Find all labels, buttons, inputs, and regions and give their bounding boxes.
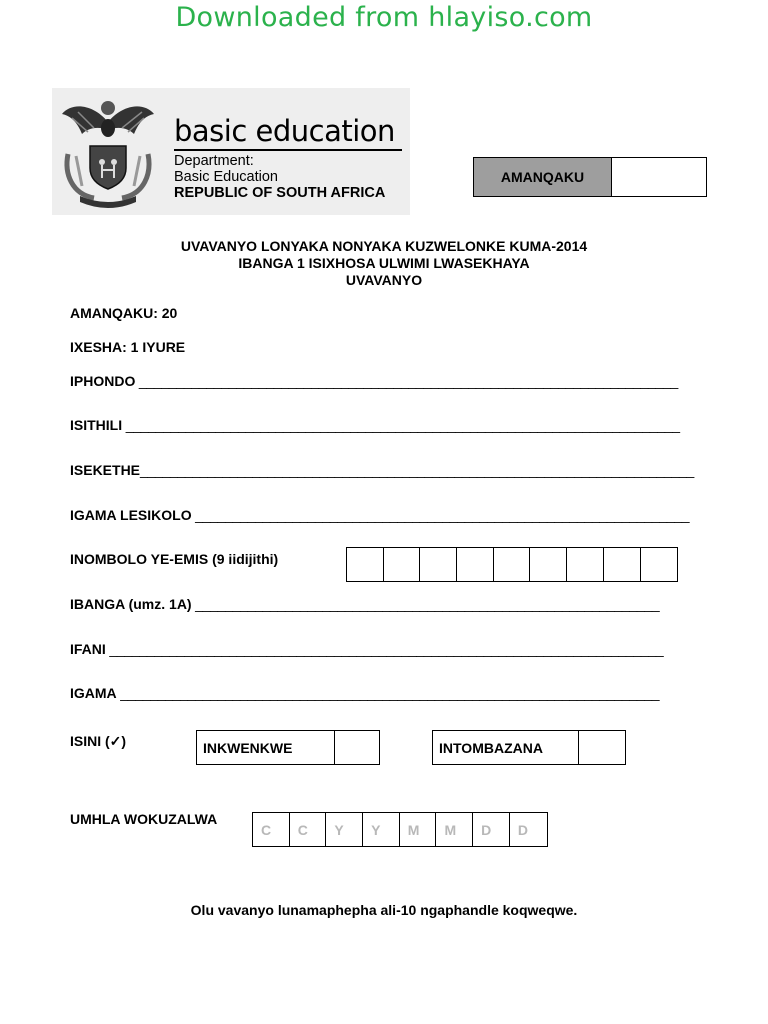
grade-field[interactable]: IBANGA (umz. 1A) ______________________________________________________________ — [70, 596, 660, 612]
exam-subject: IBANGA 1 ISIXHOSA ULWIMI LWASEKHAYA — [238, 255, 530, 271]
gender-girl-option[interactable] — [432, 730, 626, 765]
logo-basic-education: Basic Education — [174, 169, 278, 185]
name-field[interactable]: IGAMA ________________________________________________________________________ — [70, 685, 660, 701]
gender-girl-checkbox[interactable] — [579, 731, 625, 764]
emis-digit-box[interactable] — [641, 548, 678, 581]
gender-boy-option[interactable] — [196, 730, 380, 765]
school-name-field[interactable]: IGAMA LESIKOLO __________________________________________________________________ — [70, 507, 690, 523]
page-count-note: Olu vavanyo lunamaphepha ali-10 ngaphandle koqweqwe. — [190, 902, 578, 918]
time-allowed: IXESHA: 1 IYURE — [70, 339, 186, 355]
school-name-label: IGAMA LESIKOLO — [70, 507, 192, 523]
logo-department: Department: — [174, 153, 254, 169]
watermark-text: Downloaded from hlayiso.com — [175, 2, 593, 33]
exam-type: UVAVANYO — [345, 272, 423, 288]
surname-field[interactable]: IFANI __________________________________________________________________________ — [70, 641, 664, 657]
total-marks: AMANQAKU: 20 — [70, 305, 178, 321]
dob-digit-box[interactable]: C — [290, 813, 327, 846]
name-label: IGAMA — [70, 685, 117, 701]
surname-label: IFANI — [70, 641, 106, 657]
score-box — [473, 157, 707, 197]
emis-digit-box[interactable] — [457, 548, 494, 581]
grade-label: IBANGA (umz. 1A) — [70, 596, 192, 612]
dob-digit-box[interactable]: Y — [326, 813, 363, 846]
gender-boy-checkbox[interactable] — [335, 731, 379, 764]
circuit-field[interactable]: ISEKETHE__________________________________________________________________________ — [70, 462, 694, 478]
emis-digit-box[interactable] — [420, 548, 457, 581]
emis-digit-box[interactable] — [530, 548, 567, 581]
logo-republic: REPUBLIC OF SOUTH AFRICA — [174, 185, 386, 201]
dob-digit-box[interactable]: C — [253, 813, 290, 846]
province-field[interactable]: IPHONDO ________________________________________________________________________ — [70, 373, 678, 389]
gender-label: ISINI (✓) — [70, 733, 127, 749]
district-field[interactable]: ISITHILI __________________________________________________________________________ — [70, 417, 680, 433]
dob-boxes[interactable] — [252, 812, 548, 847]
dob-digit-box[interactable]: Y — [363, 813, 400, 846]
score-box-label: AMANQAKU — [474, 158, 612, 196]
emis-digit-box[interactable] — [494, 548, 531, 581]
dob-digit-box[interactable]: D — [473, 813, 510, 846]
province-label: IPHONDO — [70, 373, 136, 389]
emis-digit-box[interactable] — [384, 548, 421, 581]
logo-rule — [174, 149, 402, 151]
gender-girl-label: INTOMBAZANA — [433, 731, 579, 764]
district-label: ISITHILI — [70, 417, 123, 433]
logo-title: basic education — [174, 114, 395, 148]
dob-digit-box[interactable]: M — [400, 813, 437, 846]
emis-digit-box[interactable] — [567, 548, 604, 581]
emis-number-boxes[interactable] — [346, 547, 678, 582]
circuit-label: ISEKETHE — [70, 462, 141, 478]
emis-digit-box[interactable] — [604, 548, 641, 581]
coat-of-arms-icon — [58, 94, 158, 210]
dob-label: UMHLA WOKUZALWA — [70, 811, 218, 827]
dob-digit-box[interactable]: D — [517, 821, 528, 838]
emis-digit-box[interactable] — [347, 548, 384, 581]
emis-label: INOMBOLO YE-EMIS (9 iidijithi) — [70, 551, 279, 567]
gender-boy-label: INKWENKWE — [197, 731, 335, 764]
score-box-value[interactable] — [612, 158, 706, 196]
exam-title: UVAVANYO LONYAKA NONYAKA KUZWELONKE KUMA-2014 — [180, 238, 588, 254]
dob-digit-box[interactable]: M — [436, 813, 473, 846]
